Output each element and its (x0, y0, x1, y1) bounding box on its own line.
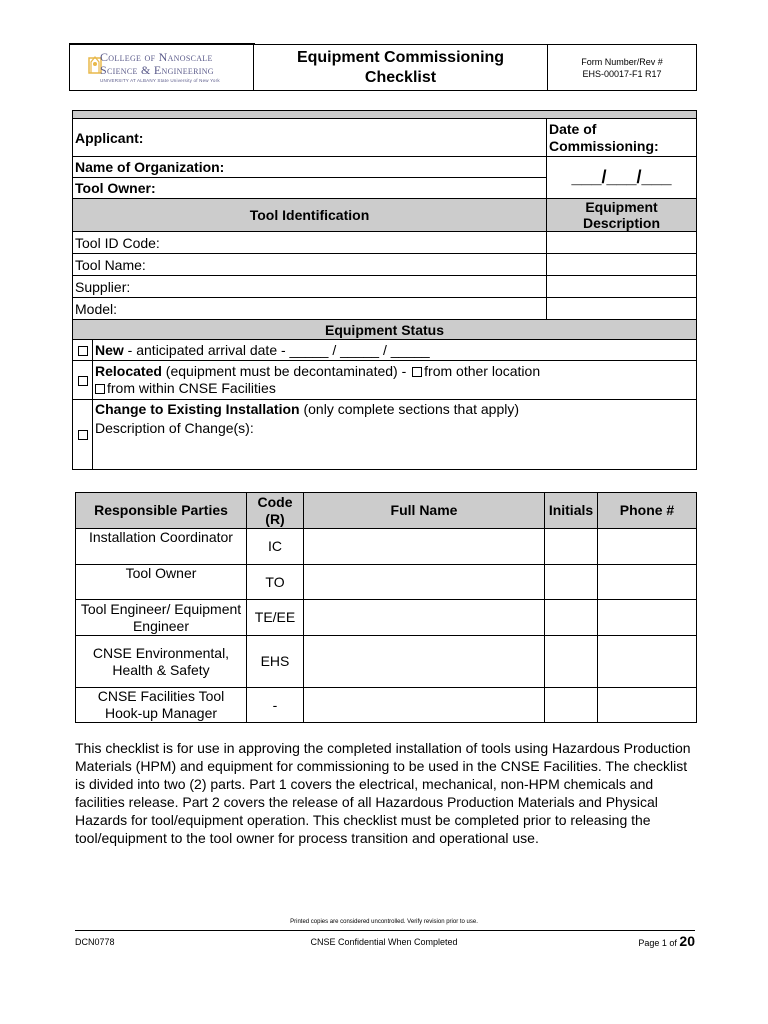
parties-header-row (76, 493, 697, 529)
initials-input[interactable] (545, 636, 598, 688)
phone-input[interactable] (598, 636, 697, 688)
title-line-2: Checklist (364, 69, 437, 86)
commissioning-form-table (72, 110, 697, 470)
tool-name-input[interactable] (547, 254, 697, 276)
header-phone: Phone # (598, 493, 697, 529)
applicant-label: Applicant: (75, 129, 144, 146)
phone-input[interactable] (598, 565, 697, 600)
equipment-description-header: Equipment Description (547, 199, 697, 232)
status-relocated (93, 361, 697, 400)
tool-identification-header: Tool Identification (73, 199, 547, 232)
header-full-name: Full Name (304, 493, 545, 529)
tool-id-code-label: Tool ID Code: (73, 232, 547, 254)
new-label: New (95, 342, 124, 358)
organization-label: Name of Organization: (75, 159, 225, 175)
party-code: - (247, 688, 304, 723)
initials-input[interactable] (545, 565, 598, 600)
table-row (76, 529, 697, 565)
table-row (76, 636, 697, 688)
initials-input[interactable] (545, 600, 598, 636)
organization-field[interactable] (73, 157, 547, 178)
dcn-number: DCN0778 (75, 937, 115, 947)
form-number-label: Form Number/Rev # (581, 57, 663, 67)
party-name: CNSE Facilities Tool Hook-up Manager (76, 688, 247, 723)
full-name-input[interactable] (304, 636, 545, 688)
table-row (76, 600, 697, 636)
party-code: EHS (247, 636, 304, 688)
tool-id-code-input[interactable] (547, 232, 697, 254)
logo-line-1: College of Nanoscale (100, 50, 213, 64)
tool-name-label: Tool Name: (73, 254, 547, 276)
relocated-text: (equipment must be decontaminated) - (161, 363, 411, 379)
status-new (93, 340, 697, 361)
relocated-label: Relocated (95, 363, 162, 379)
equipment-status-header: Equipment Status (73, 320, 697, 340)
relocated-other-location-checkbox[interactable] (412, 367, 422, 377)
model-label: Model: (73, 298, 547, 320)
confidential-notice: CNSE Confidential When Completed (310, 937, 458, 947)
supplier-input[interactable] (547, 276, 697, 298)
change-label: Change to Existing Installation (95, 401, 300, 417)
college-logo (70, 45, 254, 90)
party-name: CNSE Environmental, Health & Safety (76, 636, 247, 688)
change-text: (only complete sections that apply) (299, 401, 520, 417)
logo-university: UNIVERSITY AT ALBANY State University of New York (100, 78, 220, 83)
party-name: Tool Owner (76, 565, 247, 600)
phone-input[interactable] (598, 688, 697, 723)
relocated-checkbox-cell (73, 361, 93, 400)
page-prefix: Page 1 of (638, 938, 680, 948)
document-header (69, 44, 697, 91)
responsible-parties-table (75, 492, 697, 723)
model-input[interactable] (547, 298, 697, 320)
change-description-label: Description of Change(s): (95, 420, 254, 436)
change-checkbox-cell (73, 400, 93, 470)
form-number-box (548, 45, 696, 90)
tool-owner-label: Tool Owner: (75, 180, 156, 196)
date-label-2: Commissioning: (549, 137, 659, 154)
initials-input[interactable] (545, 529, 598, 565)
page-number (600, 933, 695, 949)
new-checkbox[interactable] (78, 346, 88, 356)
party-code: TE/EE (247, 600, 304, 636)
table-row (76, 688, 697, 723)
logo-text (100, 51, 214, 77)
date-label-1: Date of (549, 120, 597, 137)
phone-input[interactable] (598, 600, 697, 636)
tool-owner-field[interactable] (73, 178, 547, 199)
supplier-label: Supplier: (73, 276, 547, 298)
form-top-band (73, 111, 697, 119)
date-label-cell (547, 119, 697, 157)
full-name-input[interactable] (304, 600, 545, 636)
title-line-1: Equipment Commissioning (296, 49, 505, 66)
logo-line-2: Science & Engineering (100, 63, 214, 77)
checklist-description: This checklist is for use in approving the completed installation of tools using Hazardous Production Materials (HPM) and equipment for commissioning to be used in the CNSE Facilities. The checklist is divided into two (2) parts. Part 1 covers the electrical, mechanical, non-HPM chemicals and facilities release. Part 2 covers the release of all Hazardous Production Materials and Physical Hazards for tool/equipment operation. This checklist must be completed prior to releasing the tool/equipment to the tool owner for process transition and operational use. (75, 740, 691, 846)
party-code: IC (247, 529, 304, 565)
header-responsible-parties: Responsible Parties (76, 493, 247, 529)
date-input[interactable] (547, 157, 697, 199)
full-name-input[interactable] (304, 529, 545, 565)
uncontrolled-copy-note: Printed copies are considered uncontrolled. Verify revision prior to use. (290, 919, 478, 925)
party-code: TO (247, 565, 304, 600)
form-number-value: EHS-00017-F1 R17 (582, 69, 662, 79)
date-blank: ___/___/___ (571, 167, 672, 187)
relocated-within-cnse-checkbox[interactable] (95, 384, 105, 394)
party-name: Tool Engineer/ Equipment Engineer (76, 600, 247, 636)
relocated-within-cnse-label: from within CNSE Facilities (107, 380, 276, 396)
party-name: Installation Coordinator (76, 529, 247, 565)
footer-divider (75, 930, 695, 931)
change-checkbox[interactable] (78, 430, 88, 440)
header-initials: Initials (545, 493, 598, 529)
relocated-other-location-label: from other location (424, 363, 541, 379)
new-checkbox-cell (73, 340, 93, 361)
new-text: - anticipated arrival date - _____ / _____ / _____ (123, 342, 430, 358)
status-change[interactable] (93, 400, 697, 470)
full-name-input[interactable] (304, 688, 545, 723)
initials-input[interactable] (545, 688, 598, 723)
document-title (254, 45, 548, 90)
phone-input[interactable] (598, 529, 697, 565)
relocated-checkbox[interactable] (78, 376, 88, 386)
header-code: Code (R) (247, 493, 304, 529)
table-row (76, 565, 697, 600)
full-name-input[interactable] (304, 565, 545, 600)
page-total: 20 (679, 933, 695, 949)
applicant-field[interactable] (73, 119, 547, 157)
